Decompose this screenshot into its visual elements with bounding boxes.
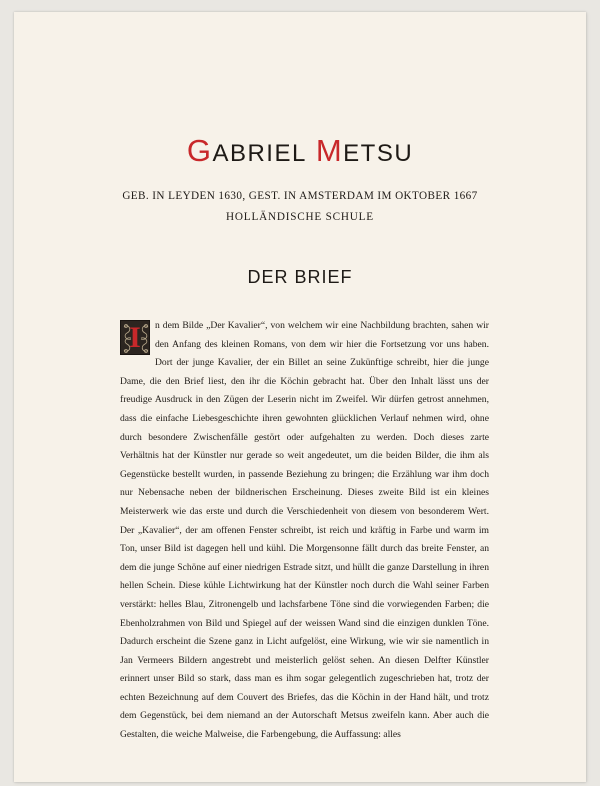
title-word-2: ETSU <box>343 140 414 167</box>
title-word-1: ABRIEL <box>212 140 307 167</box>
body-paragraph <box>120 317 489 745</box>
section-heading: DER BRIEF <box>247 267 353 287</box>
ornamental-dropcap <box>120 320 150 355</box>
school-line: HOLLÄNDISCHE SCHULE <box>226 211 374 223</box>
title-initial-m: M <box>315 133 344 168</box>
biography-line: GEB. IN LEYDEN 1630, GEST. IN AMSTERDAM IM OKTOBER 1667 <box>122 190 478 202</box>
title-initial-g: G <box>186 133 213 168</box>
page-sheet <box>14 12 586 782</box>
page-title <box>14 134 586 171</box>
dropcap-letter: I <box>129 321 141 354</box>
body-text: n dem Bilde „Der Kavalier“, von welchem wir eine Nachbildung brachten, sahen wir den Anfang des kleinen Romans, von dem wir hier die Fortsetzung vor uns haben. Dort der junge Kavalier, der ein Billet an seine Zukünftige schreibt, hier die junge Dame, die den Brief liest, den ihr die Köchin gebracht hat. Über den Inhalt lässt uns der freudige Ausdruck in den Zügen der Leserin nicht im Zweifel. Wir dürfen getrost annehmen, dass die einfache Liebesgeschichte ihren gewohnten glücklichen Verlauf nehmen wird, ohne durch besondere Zwischenfälle gestört oder aufgehalten zu werden. Doch dieses zarte Verhältnis hat der Künstler nur gerade so weit angedeutet, um die beiden Bilder, die ihm als Gegenstücke bestellt wurden, in passende Beziehung zu bringen; die Erzählung war ihm doch nur Nebensache neben der bildnerischen Erscheinung. Dieses zweite Bild ist ein kleines Meisterwerk wie das erste und durch die Verschiedenheit von diesem von besonderem Wert. Der „Kavalier“, der am offenen Fenster schreibt, ist reich und kräftig in Farbe und warm im Ton, unser Bild ist dagegen hell und kühl. Die Morgensonne fällt durch das breite Fenster, an dem die junge Schöne auf einer niedrigen Estrade sitzt, und hüllt die ganze Darstellung in ihren hellen Schein. Diese kühle Lichtwirkung hat der Künstler noch durch die Wahl seiner Farben verstärkt: helles Blau, Zitronengelb und lachsfarbene Töne sind die vorwiegenden Farben; die Ebenholzrahmen von Bild und Spiegel auf der weissen Wand sind die einzigen dunklen Töne. Dadurch erscheint die Szene ganz in Licht aufgelöst, eine Wirkung, wie wir sie namentlich in Jan Vermeers Bildern angestrebt und meisterlich gelöst sehen. An diesen Delfter Künstler erinnert unser Bild so stark, dass man es ihm sogar gelegentlich zugeschrieben hat, trotz der echten Bezeichnung auf dem Couvert des Briefes, das die Köchin in der Hand hält, und trotz dem Gegenstück, bei dem niemand an der Autorschaft Metsus zweifeln kann. Aber auch die Gestalten, die weiche Malweise, die Farbengebung, die Auffassung: alles <box>120 320 489 741</box>
